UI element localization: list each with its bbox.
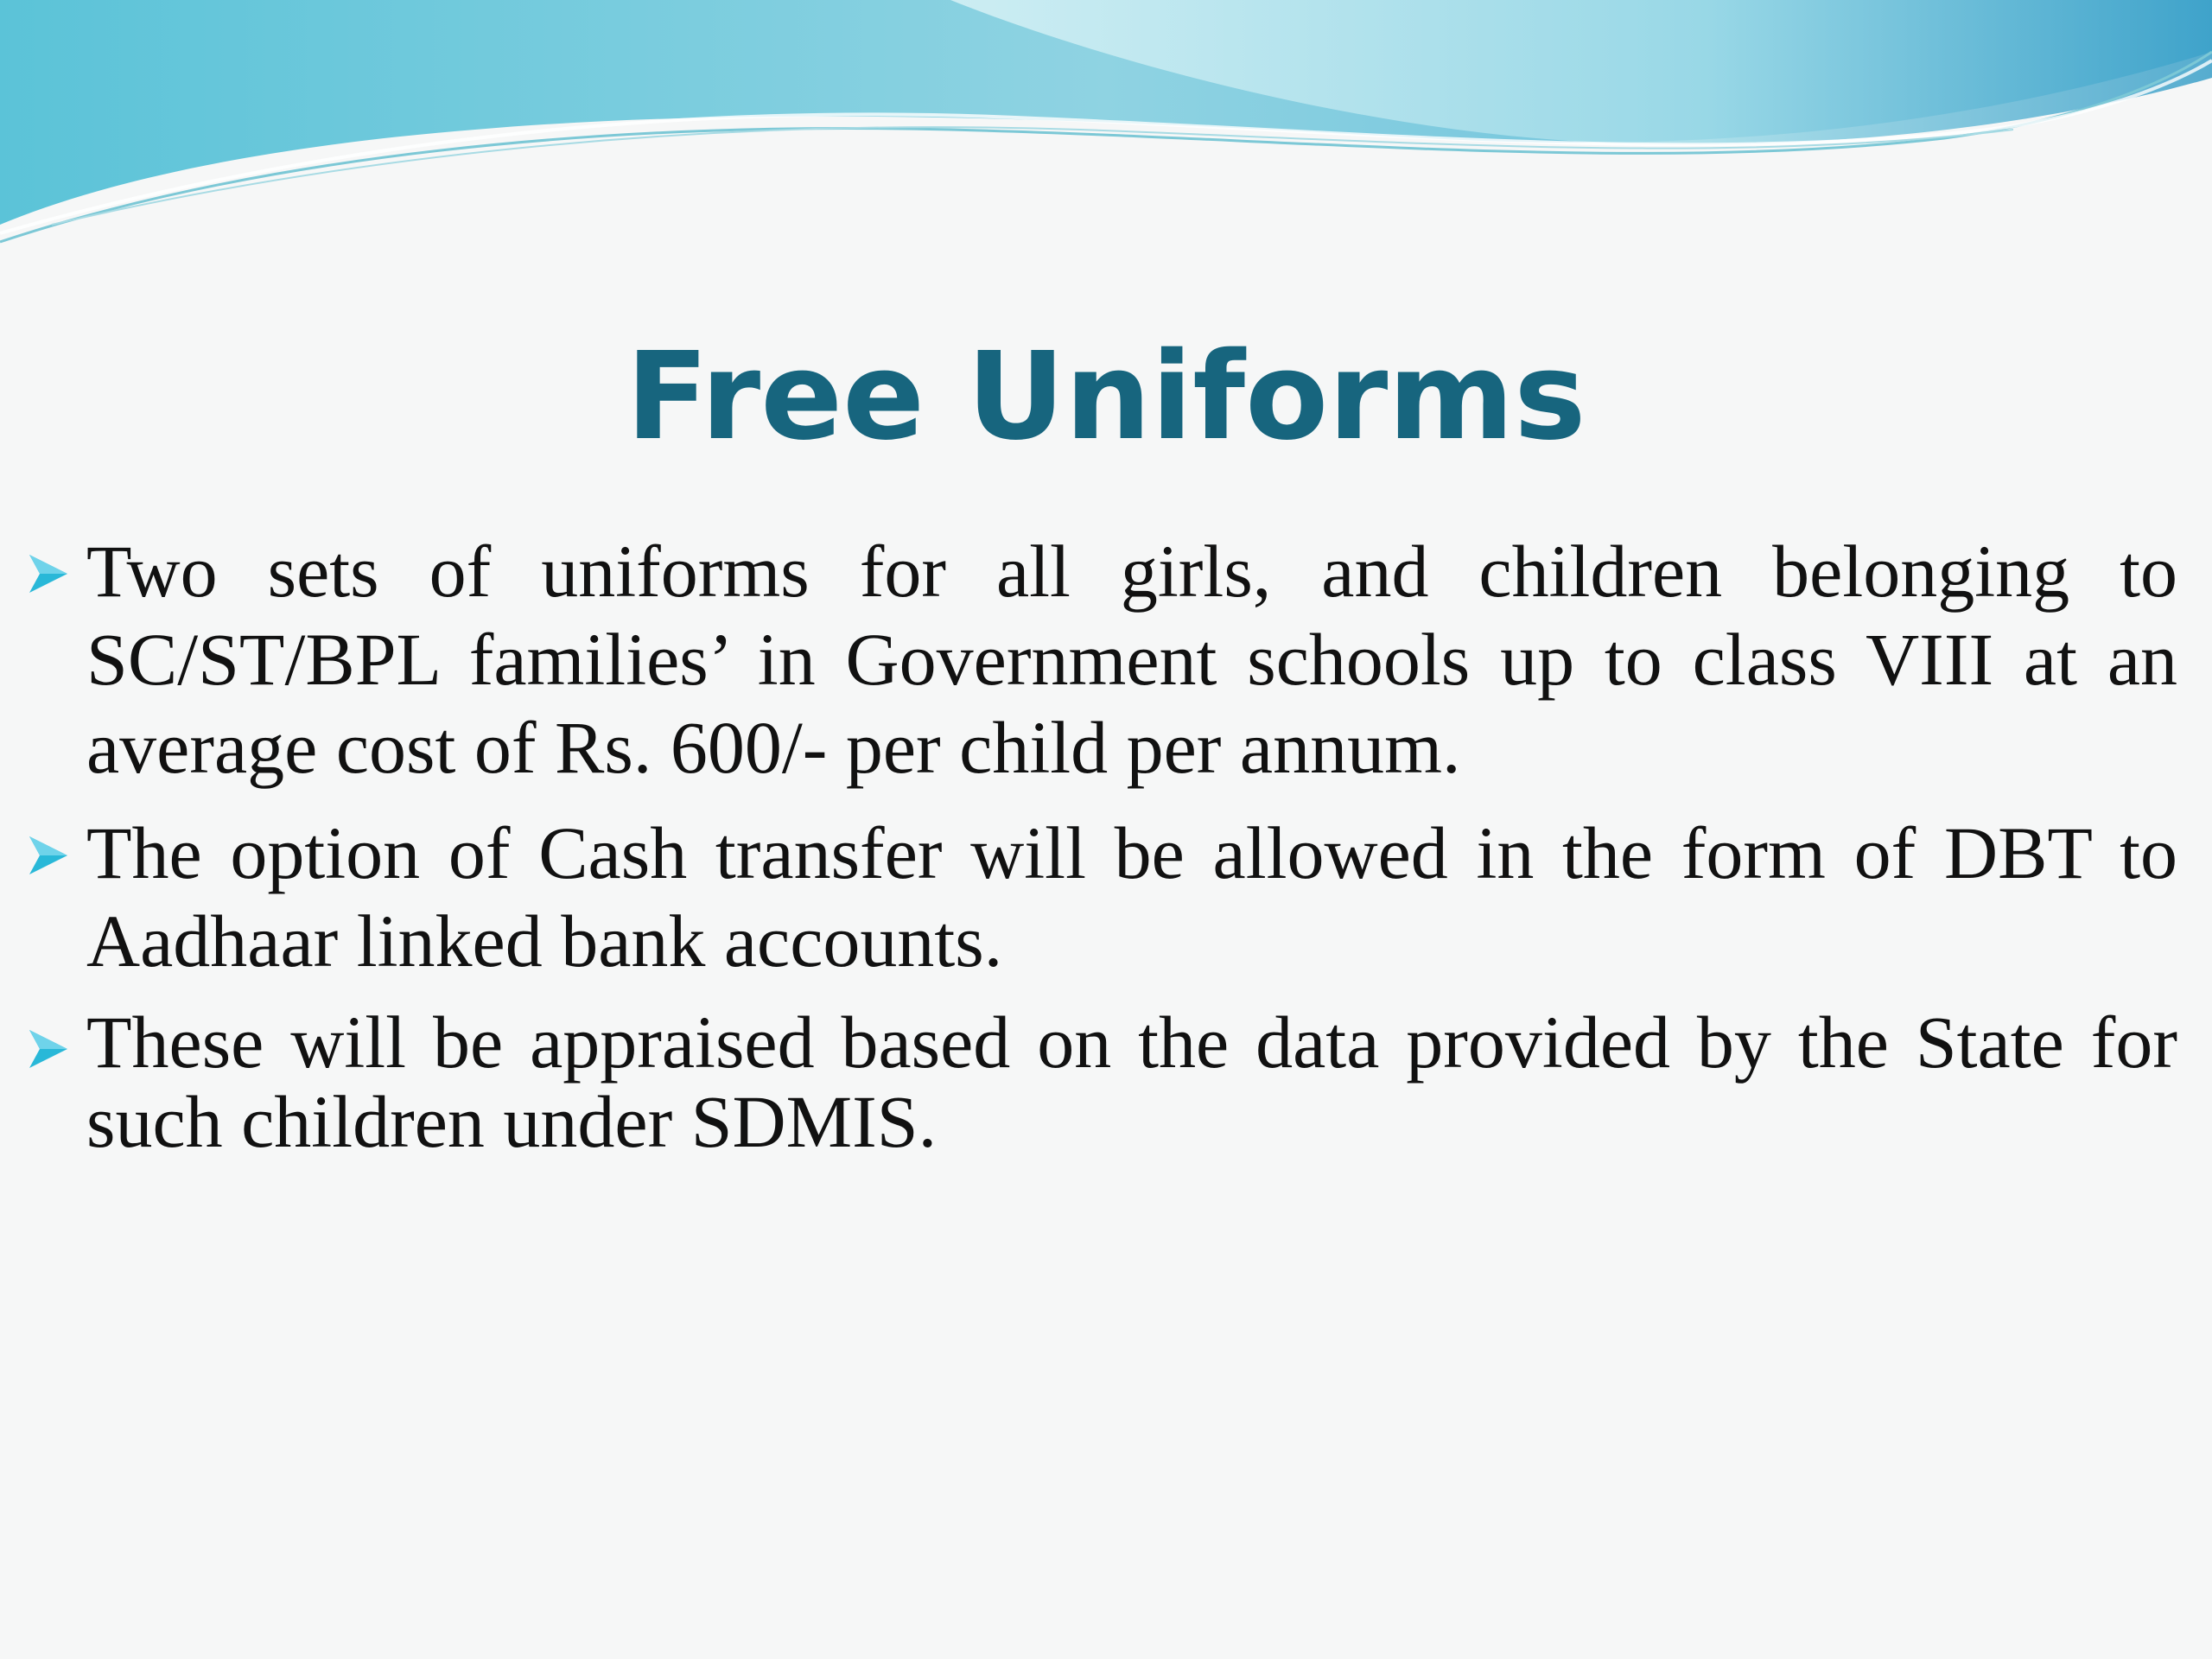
slide-title: Free Uniforms	[626, 327, 1586, 467]
arrow-bullet-icon	[24, 1025, 73, 1073]
arrow-bullet-icon	[24, 831, 73, 880]
bullet-item	[0, 527, 2212, 791]
header-wave-decoration	[0, 0, 2212, 259]
bullet-text: These will be appraised based on the data provided by the State for such children under SDMIS.	[86, 1001, 2177, 1163]
arrow-bullet-icon	[24, 550, 73, 598]
bullet-item	[0, 809, 2212, 985]
bullet-item	[0, 1002, 2212, 1161]
bullet-text: Two sets of uniforms for all girls, and children belonging to SC/ST/BPL families’ in Government schools up to class VIII at an average cost of Rs. 600/- per child per annum.	[86, 530, 2177, 789]
bullet-text: The option of Cash transfer will be allowed in the form of DBT to Aadhaar linked bank accounts.	[86, 811, 2177, 982]
bullet-list	[0, 527, 2212, 1179]
